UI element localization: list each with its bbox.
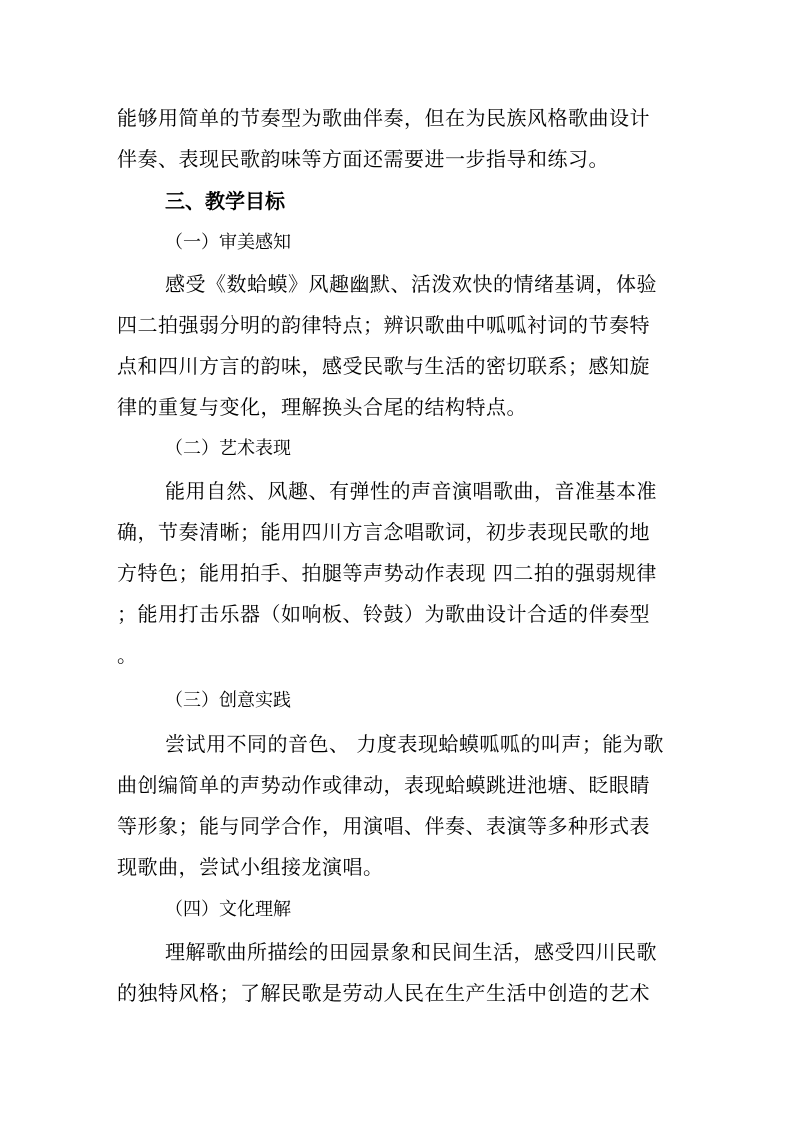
text-line: 四二拍强弱分明的韵律特点；辨识歌曲中呱呱衬词的节奏特 [117,313,650,337]
text-line: 感受《数蛤蟆》风趣幽默、活泼欢快的情绪基调，体验 [165,272,657,296]
text-line: 能用自然、风趣、有弹性的声音演唱歌曲，音准基本准 [165,479,657,503]
subsection-heading: （二）艺术表现 [165,438,291,459]
subsection-heading: （四）文化理解 [165,899,291,920]
section-heading: 三、教学目标 [165,189,285,213]
text-line: 尝试用不同的音色、 力度表现蛤蟆呱呱的叫声；能为歌 [165,732,664,756]
text-line: 伴奏、表现民歌韵味等方面还需要进一步指导和练习。 [117,147,609,171]
text-line: 确，节奏清晰；能用四川方言念唱歌词，初步表现民歌的地 [117,520,650,544]
subsection-heading: （三）创意实践 [165,690,291,711]
text-line: 理解歌曲所描绘的田园景象和民间生活，感受四川民歌 [165,940,657,964]
subsection-heading: （一）审美感知 [165,232,291,253]
text-line: 等形象；能与同学合作，用演唱、伴奏、表演等多种形式表 [117,814,650,838]
text-line: ；能用打击乐器（如响板、铃鼓）为歌曲设计合适的伴奏型 [117,602,650,626]
text-line: 的独特风格；了解民歌是劳动人民在生产生活中创造的艺术 [117,981,650,1005]
text-line: 点和四川方言的韵味，感受民歌与生活的密切联系；感知旋 [117,354,650,378]
text-line: 现歌曲，尝试小组接龙演唱。 [117,855,384,879]
text-line: 曲创编简单的声势动作或律动，表现蛤蟆跳进池塘、眨眼睛 [117,773,650,797]
text-line: 。 [117,643,138,667]
text-line: 律的重复与变化，理解换头合尾的结构特点。 [117,395,527,419]
text-line: 能够用简单的节奏型为歌曲伴奏，但在为民族风格歌曲设计 [117,106,650,130]
text-line: 方特色；能用拍手、拍腿等声势动作表现 四二拍的强弱规律 [117,561,657,585]
